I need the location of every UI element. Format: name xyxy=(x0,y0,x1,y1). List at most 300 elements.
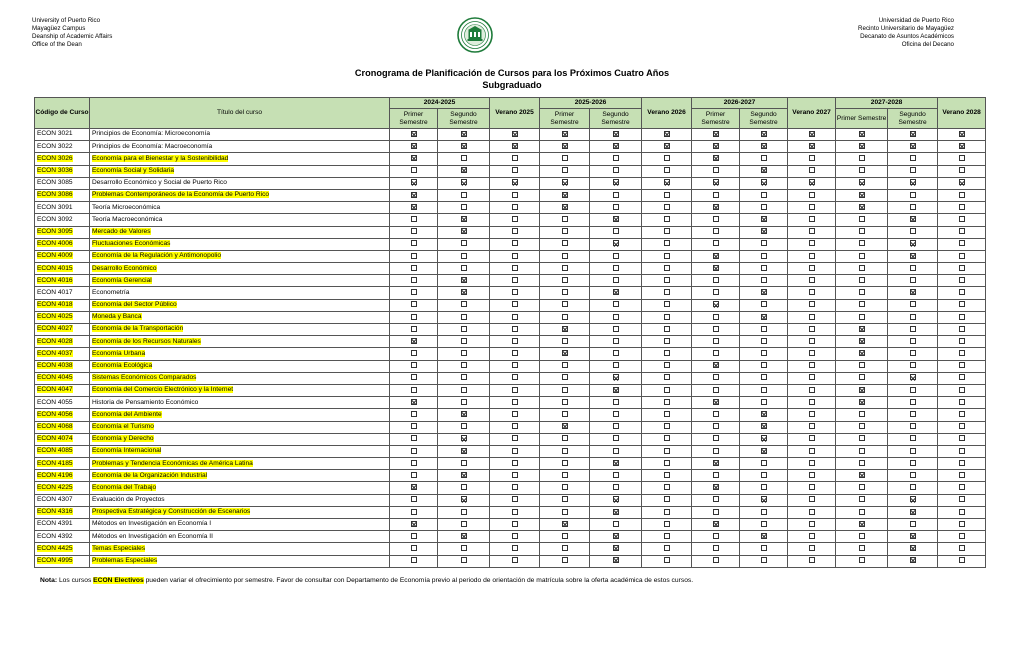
term-cell xyxy=(438,202,490,214)
checked-box-icon xyxy=(713,265,719,271)
course-code: ECON 4025 xyxy=(37,313,73,321)
term-cell xyxy=(642,275,692,287)
unchecked-box-icon xyxy=(910,338,916,344)
unchecked-box-icon xyxy=(959,338,965,344)
unchecked-box-icon xyxy=(713,448,719,454)
course-code-cell xyxy=(35,299,90,311)
unchecked-box-icon xyxy=(461,399,467,405)
unchecked-box-icon xyxy=(809,240,815,246)
unchecked-box-icon xyxy=(512,460,518,466)
term-cell xyxy=(788,470,836,482)
checked-box-icon xyxy=(613,533,619,539)
unchecked-box-icon xyxy=(512,167,518,173)
term-cell xyxy=(590,311,642,323)
term-cell xyxy=(438,348,490,360)
checked-box-icon xyxy=(809,143,815,149)
term-cell xyxy=(938,421,986,433)
term-cell xyxy=(888,177,938,189)
unchecked-box-icon xyxy=(664,533,670,539)
unchecked-box-icon xyxy=(664,314,670,320)
unchecked-box-icon xyxy=(761,460,767,466)
term-cell xyxy=(692,409,740,421)
unchecked-box-icon xyxy=(664,228,670,234)
checked-box-icon xyxy=(411,179,417,185)
unchecked-box-icon xyxy=(713,557,719,563)
header-left-line: University of Puerto Rico xyxy=(32,17,101,24)
term-cell xyxy=(490,348,540,360)
course-schedule-table xyxy=(34,97,986,568)
term-cell xyxy=(438,433,490,445)
term-cell xyxy=(642,141,692,153)
term-cell xyxy=(740,287,788,299)
unchecked-box-icon xyxy=(713,411,719,417)
course-code: ECON 4056 xyxy=(37,410,73,418)
term-cell xyxy=(836,348,888,360)
checked-box-icon xyxy=(562,131,568,137)
course-code: ECON 4068 xyxy=(37,422,73,430)
unchecked-box-icon xyxy=(959,362,965,368)
term-cell xyxy=(836,129,888,141)
term-cell xyxy=(390,153,438,165)
course-code-cell xyxy=(35,543,90,555)
term-cell xyxy=(390,214,438,226)
term-cell xyxy=(836,153,888,165)
unchecked-box-icon xyxy=(713,374,719,380)
unchecked-box-icon xyxy=(859,277,865,283)
term-cell xyxy=(692,384,740,396)
unchecked-box-icon xyxy=(859,253,865,259)
term-cell xyxy=(888,555,938,567)
unchecked-box-icon xyxy=(411,289,417,295)
checked-box-icon xyxy=(910,545,916,551)
unchecked-box-icon xyxy=(713,545,719,551)
term-cell xyxy=(590,506,642,518)
course-code: ECON 4037 xyxy=(37,349,73,357)
term-cell xyxy=(590,372,642,384)
unchecked-box-icon xyxy=(512,521,518,527)
unchecked-box-icon xyxy=(910,387,916,393)
checked-box-icon xyxy=(562,192,568,198)
term-cell xyxy=(740,202,788,214)
header-right-line: Oficina del Decano xyxy=(901,41,954,48)
term-cell xyxy=(692,458,740,470)
unchecked-box-icon xyxy=(910,265,916,271)
term-cell xyxy=(740,189,788,201)
unchecked-box-icon xyxy=(664,374,670,380)
unchecked-box-icon xyxy=(713,423,719,429)
course-code-cell xyxy=(35,482,90,494)
unchecked-box-icon xyxy=(664,509,670,515)
term-cell xyxy=(438,372,490,384)
unchecked-box-icon xyxy=(713,435,719,441)
term-cell xyxy=(438,336,490,348)
term-cell xyxy=(490,299,540,311)
unchecked-box-icon xyxy=(562,411,568,417)
unchecked-box-icon xyxy=(959,326,965,332)
checked-box-icon xyxy=(562,143,568,149)
checked-box-icon xyxy=(859,192,865,198)
course-code-cell xyxy=(35,238,90,250)
unchecked-box-icon xyxy=(809,314,815,320)
checked-box-icon xyxy=(713,484,719,490)
unchecked-box-icon xyxy=(859,545,865,551)
term-cell xyxy=(938,482,986,494)
unchecked-box-icon xyxy=(664,521,670,527)
term-cell xyxy=(390,141,438,153)
course-title: Desarrollo Económico y Social de Puerto Rico xyxy=(92,179,227,187)
unchecked-box-icon xyxy=(859,557,865,563)
term-cell xyxy=(490,311,540,323)
unchecked-box-icon xyxy=(411,496,417,502)
term-cell xyxy=(540,506,590,518)
term-cell xyxy=(692,543,740,555)
term-cell xyxy=(642,397,692,409)
unchecked-box-icon xyxy=(859,167,865,173)
unchecked-box-icon xyxy=(461,423,467,429)
term-cell xyxy=(740,397,788,409)
course-title-cell xyxy=(90,250,390,262)
course-code-cell xyxy=(35,226,90,238)
term-cell xyxy=(540,214,590,226)
term-cell xyxy=(888,263,938,275)
term-cell xyxy=(888,165,938,177)
checked-box-icon xyxy=(910,557,916,563)
course-code-cell xyxy=(35,141,90,153)
term-cell xyxy=(788,263,836,275)
term-cell xyxy=(642,165,692,177)
checked-box-icon xyxy=(613,240,619,246)
course-title-cell xyxy=(90,177,390,189)
term-cell xyxy=(438,531,490,543)
unchecked-box-icon xyxy=(959,155,965,161)
term-cell xyxy=(590,214,642,226)
term-cell xyxy=(788,458,836,470)
table-row xyxy=(35,263,986,275)
checked-box-icon xyxy=(411,399,417,405)
term-cell xyxy=(692,189,740,201)
checked-box-icon xyxy=(411,143,417,149)
term-cell xyxy=(438,238,490,250)
term-cell xyxy=(938,202,986,214)
term-cell xyxy=(836,324,888,336)
term-cell xyxy=(490,421,540,433)
course-title: Sistemas Económicos Comparados xyxy=(92,374,197,382)
course-code: ECON 4085 xyxy=(37,447,73,455)
course-title-cell xyxy=(90,263,390,275)
term-cell xyxy=(390,360,438,372)
unchecked-box-icon xyxy=(664,216,670,222)
term-cell xyxy=(490,287,540,299)
term-cell xyxy=(590,336,642,348)
unchecked-box-icon xyxy=(512,435,518,441)
unchecked-box-icon xyxy=(411,326,417,332)
term-cell xyxy=(692,250,740,262)
term-cell xyxy=(788,494,836,506)
table-row xyxy=(35,299,986,311)
unchecked-box-icon xyxy=(959,533,965,539)
term-cell xyxy=(836,250,888,262)
term-cell xyxy=(540,263,590,275)
unchecked-box-icon xyxy=(859,314,865,320)
term-cell xyxy=(438,129,490,141)
course-title: Economía Urbana xyxy=(92,349,146,357)
checked-box-icon xyxy=(910,179,916,185)
unchecked-box-icon xyxy=(859,460,865,466)
term-cell xyxy=(390,165,438,177)
course-code-cell xyxy=(35,202,90,214)
term-cell xyxy=(438,189,490,201)
course-code-cell xyxy=(35,555,90,567)
term-cell xyxy=(788,543,836,555)
checked-box-icon xyxy=(461,131,467,137)
checked-box-icon xyxy=(411,521,417,527)
course-title-cell xyxy=(90,543,390,555)
term-cell xyxy=(692,531,740,543)
term-cell xyxy=(642,372,692,384)
unchecked-box-icon xyxy=(512,338,518,344)
checked-box-icon xyxy=(461,496,467,502)
term-cell xyxy=(490,506,540,518)
term-cell xyxy=(740,409,788,421)
course-code: ECON 3085 xyxy=(37,179,73,187)
unchecked-box-icon xyxy=(562,301,568,307)
course-title: Historia de Pensamiento Económico xyxy=(92,398,199,406)
unchecked-box-icon xyxy=(959,472,965,478)
unchecked-box-icon xyxy=(809,533,815,539)
unchecked-box-icon xyxy=(411,374,417,380)
course-title-cell xyxy=(90,129,390,141)
checked-box-icon xyxy=(859,338,865,344)
term-cell xyxy=(836,165,888,177)
unchecked-box-icon xyxy=(959,204,965,210)
course-title: Principios de Economía: Microeconomía xyxy=(92,130,211,138)
checked-box-icon xyxy=(713,179,719,185)
unchecked-box-icon xyxy=(562,484,568,490)
term-cell xyxy=(938,299,986,311)
term-cell xyxy=(642,177,692,189)
unchecked-box-icon xyxy=(809,496,815,502)
unchecked-box-icon xyxy=(809,253,815,259)
unchecked-box-icon xyxy=(809,277,815,283)
unchecked-box-icon xyxy=(959,521,965,527)
term-cell xyxy=(740,531,788,543)
term-cell xyxy=(938,165,986,177)
term-cell xyxy=(692,202,740,214)
term-cell xyxy=(788,348,836,360)
term-cell xyxy=(938,177,986,189)
unchecked-box-icon xyxy=(809,472,815,478)
unchecked-box-icon xyxy=(959,228,965,234)
table-row xyxy=(35,397,986,409)
term-cell xyxy=(888,470,938,482)
unchecked-box-icon xyxy=(613,314,619,320)
course-code-cell xyxy=(35,531,90,543)
course-code-cell xyxy=(35,506,90,518)
unchecked-box-icon xyxy=(910,460,916,466)
term-cell xyxy=(390,129,438,141)
unchecked-box-icon xyxy=(761,277,767,283)
term-cell xyxy=(590,531,642,543)
term-cell xyxy=(590,189,642,201)
term-cell xyxy=(788,531,836,543)
unchecked-box-icon xyxy=(664,204,670,210)
term-cell xyxy=(590,458,642,470)
unchecked-box-icon xyxy=(959,399,965,405)
table-row xyxy=(35,409,986,421)
term-cell xyxy=(836,458,888,470)
term-cell xyxy=(692,494,740,506)
term-cell xyxy=(490,555,540,567)
header-year-2025-2026: 2025-2026 xyxy=(540,98,642,109)
header-right-line: Decanato de Asuntos Académicos xyxy=(860,33,954,40)
term-cell xyxy=(788,519,836,531)
term-cell xyxy=(390,470,438,482)
unchecked-box-icon xyxy=(613,265,619,271)
term-cell xyxy=(438,519,490,531)
unchecked-box-icon xyxy=(859,533,865,539)
unchecked-box-icon xyxy=(461,314,467,320)
term-cell xyxy=(490,336,540,348)
checked-box-icon xyxy=(910,131,916,137)
term-cell xyxy=(590,324,642,336)
term-cell xyxy=(642,263,692,275)
course-title-cell xyxy=(90,458,390,470)
term-cell xyxy=(888,336,938,348)
unchecked-box-icon xyxy=(512,362,518,368)
unchecked-box-icon xyxy=(562,240,568,246)
checked-box-icon xyxy=(461,143,467,149)
checked-box-icon xyxy=(761,496,767,502)
term-cell xyxy=(888,409,938,421)
term-cell xyxy=(692,238,740,250)
term-cell xyxy=(642,555,692,567)
unchecked-box-icon xyxy=(761,387,767,393)
unchecked-box-icon xyxy=(809,167,815,173)
unchecked-box-icon xyxy=(664,240,670,246)
unchecked-box-icon xyxy=(562,338,568,344)
term-cell xyxy=(490,141,540,153)
course-code: ECON 4016 xyxy=(37,276,73,284)
term-cell xyxy=(888,372,938,384)
checked-box-icon xyxy=(664,143,670,149)
term-cell xyxy=(836,263,888,275)
unchecked-box-icon xyxy=(959,350,965,356)
unchecked-box-icon xyxy=(411,557,417,563)
term-cell xyxy=(938,238,986,250)
table-row xyxy=(35,165,986,177)
course-title: Métodos en Investigación en Economía I xyxy=(92,520,212,528)
unchecked-box-icon xyxy=(809,460,815,466)
unchecked-box-icon xyxy=(959,289,965,295)
table-row xyxy=(35,458,986,470)
term-cell xyxy=(788,372,836,384)
course-title-cell xyxy=(90,519,390,531)
term-cell xyxy=(692,555,740,567)
unchecked-box-icon xyxy=(512,484,518,490)
course-code-cell xyxy=(35,470,90,482)
term-cell xyxy=(740,519,788,531)
term-cell xyxy=(540,397,590,409)
term-cell xyxy=(490,275,540,287)
term-cell xyxy=(888,141,938,153)
checked-box-icon xyxy=(461,179,467,185)
checked-box-icon xyxy=(461,435,467,441)
table-row xyxy=(35,445,986,457)
term-cell xyxy=(642,324,692,336)
course-title-cell xyxy=(90,287,390,299)
unchecked-box-icon xyxy=(613,228,619,234)
course-title: Prospectiva Estratégica y Construcción de Escenarios xyxy=(92,508,251,516)
checked-box-icon xyxy=(910,496,916,502)
term-cell xyxy=(938,275,986,287)
unchecked-box-icon xyxy=(859,484,865,490)
header-first-semester: Primer Semestre xyxy=(836,109,888,129)
term-cell xyxy=(642,360,692,372)
course-code: ECON 4196 xyxy=(37,471,73,479)
term-cell xyxy=(836,311,888,323)
course-code-cell xyxy=(35,433,90,445)
checked-box-icon xyxy=(910,533,916,539)
term-cell xyxy=(490,519,540,531)
course-title: Economía del Ambiente xyxy=(92,410,162,418)
term-cell xyxy=(938,287,986,299)
note-text-2: pueden variar el ofrecimiento por semestre. Favor de consultar con Departamento de Economía previo al periodo de orientación de matrícula sobre la oferta académica de estos cursos. xyxy=(145,577,694,584)
checked-box-icon xyxy=(562,179,568,185)
course-title: Economía de la Transportación xyxy=(92,325,184,333)
term-cell xyxy=(836,299,888,311)
checked-box-icon xyxy=(761,448,767,454)
term-cell xyxy=(938,555,986,567)
unchecked-box-icon xyxy=(512,240,518,246)
course-code-cell xyxy=(35,348,90,360)
course-code-cell xyxy=(35,397,90,409)
unchecked-box-icon xyxy=(859,423,865,429)
term-cell xyxy=(642,202,692,214)
term-cell xyxy=(438,226,490,238)
checked-box-icon xyxy=(461,228,467,234)
checked-box-icon xyxy=(910,253,916,259)
term-cell xyxy=(836,214,888,226)
checked-box-icon xyxy=(461,472,467,478)
course-title-cell xyxy=(90,384,390,396)
term-cell xyxy=(438,360,490,372)
unchecked-box-icon xyxy=(959,301,965,307)
course-code: ECON 3026 xyxy=(37,154,73,162)
course-code-cell xyxy=(35,445,90,457)
term-cell xyxy=(590,287,642,299)
term-cell xyxy=(642,519,692,531)
term-cell xyxy=(938,324,986,336)
term-cell xyxy=(438,263,490,275)
term-cell xyxy=(540,287,590,299)
course-code: ECON 3036 xyxy=(37,167,73,175)
term-cell xyxy=(390,311,438,323)
term-cell xyxy=(642,470,692,482)
course-title-cell xyxy=(90,324,390,336)
term-cell xyxy=(390,397,438,409)
header-first-semester: Primer Semestre xyxy=(390,109,438,129)
checked-box-icon xyxy=(461,167,467,173)
term-cell xyxy=(692,299,740,311)
term-cell xyxy=(692,372,740,384)
unchecked-box-icon xyxy=(959,545,965,551)
term-cell xyxy=(390,299,438,311)
note-text-1: Los cursos xyxy=(58,577,92,584)
course-title: Problemas Contemporáneos de la Economía de Puerto Rico xyxy=(92,191,270,199)
table-row xyxy=(35,348,986,360)
term-cell xyxy=(438,384,490,396)
term-cell xyxy=(438,421,490,433)
